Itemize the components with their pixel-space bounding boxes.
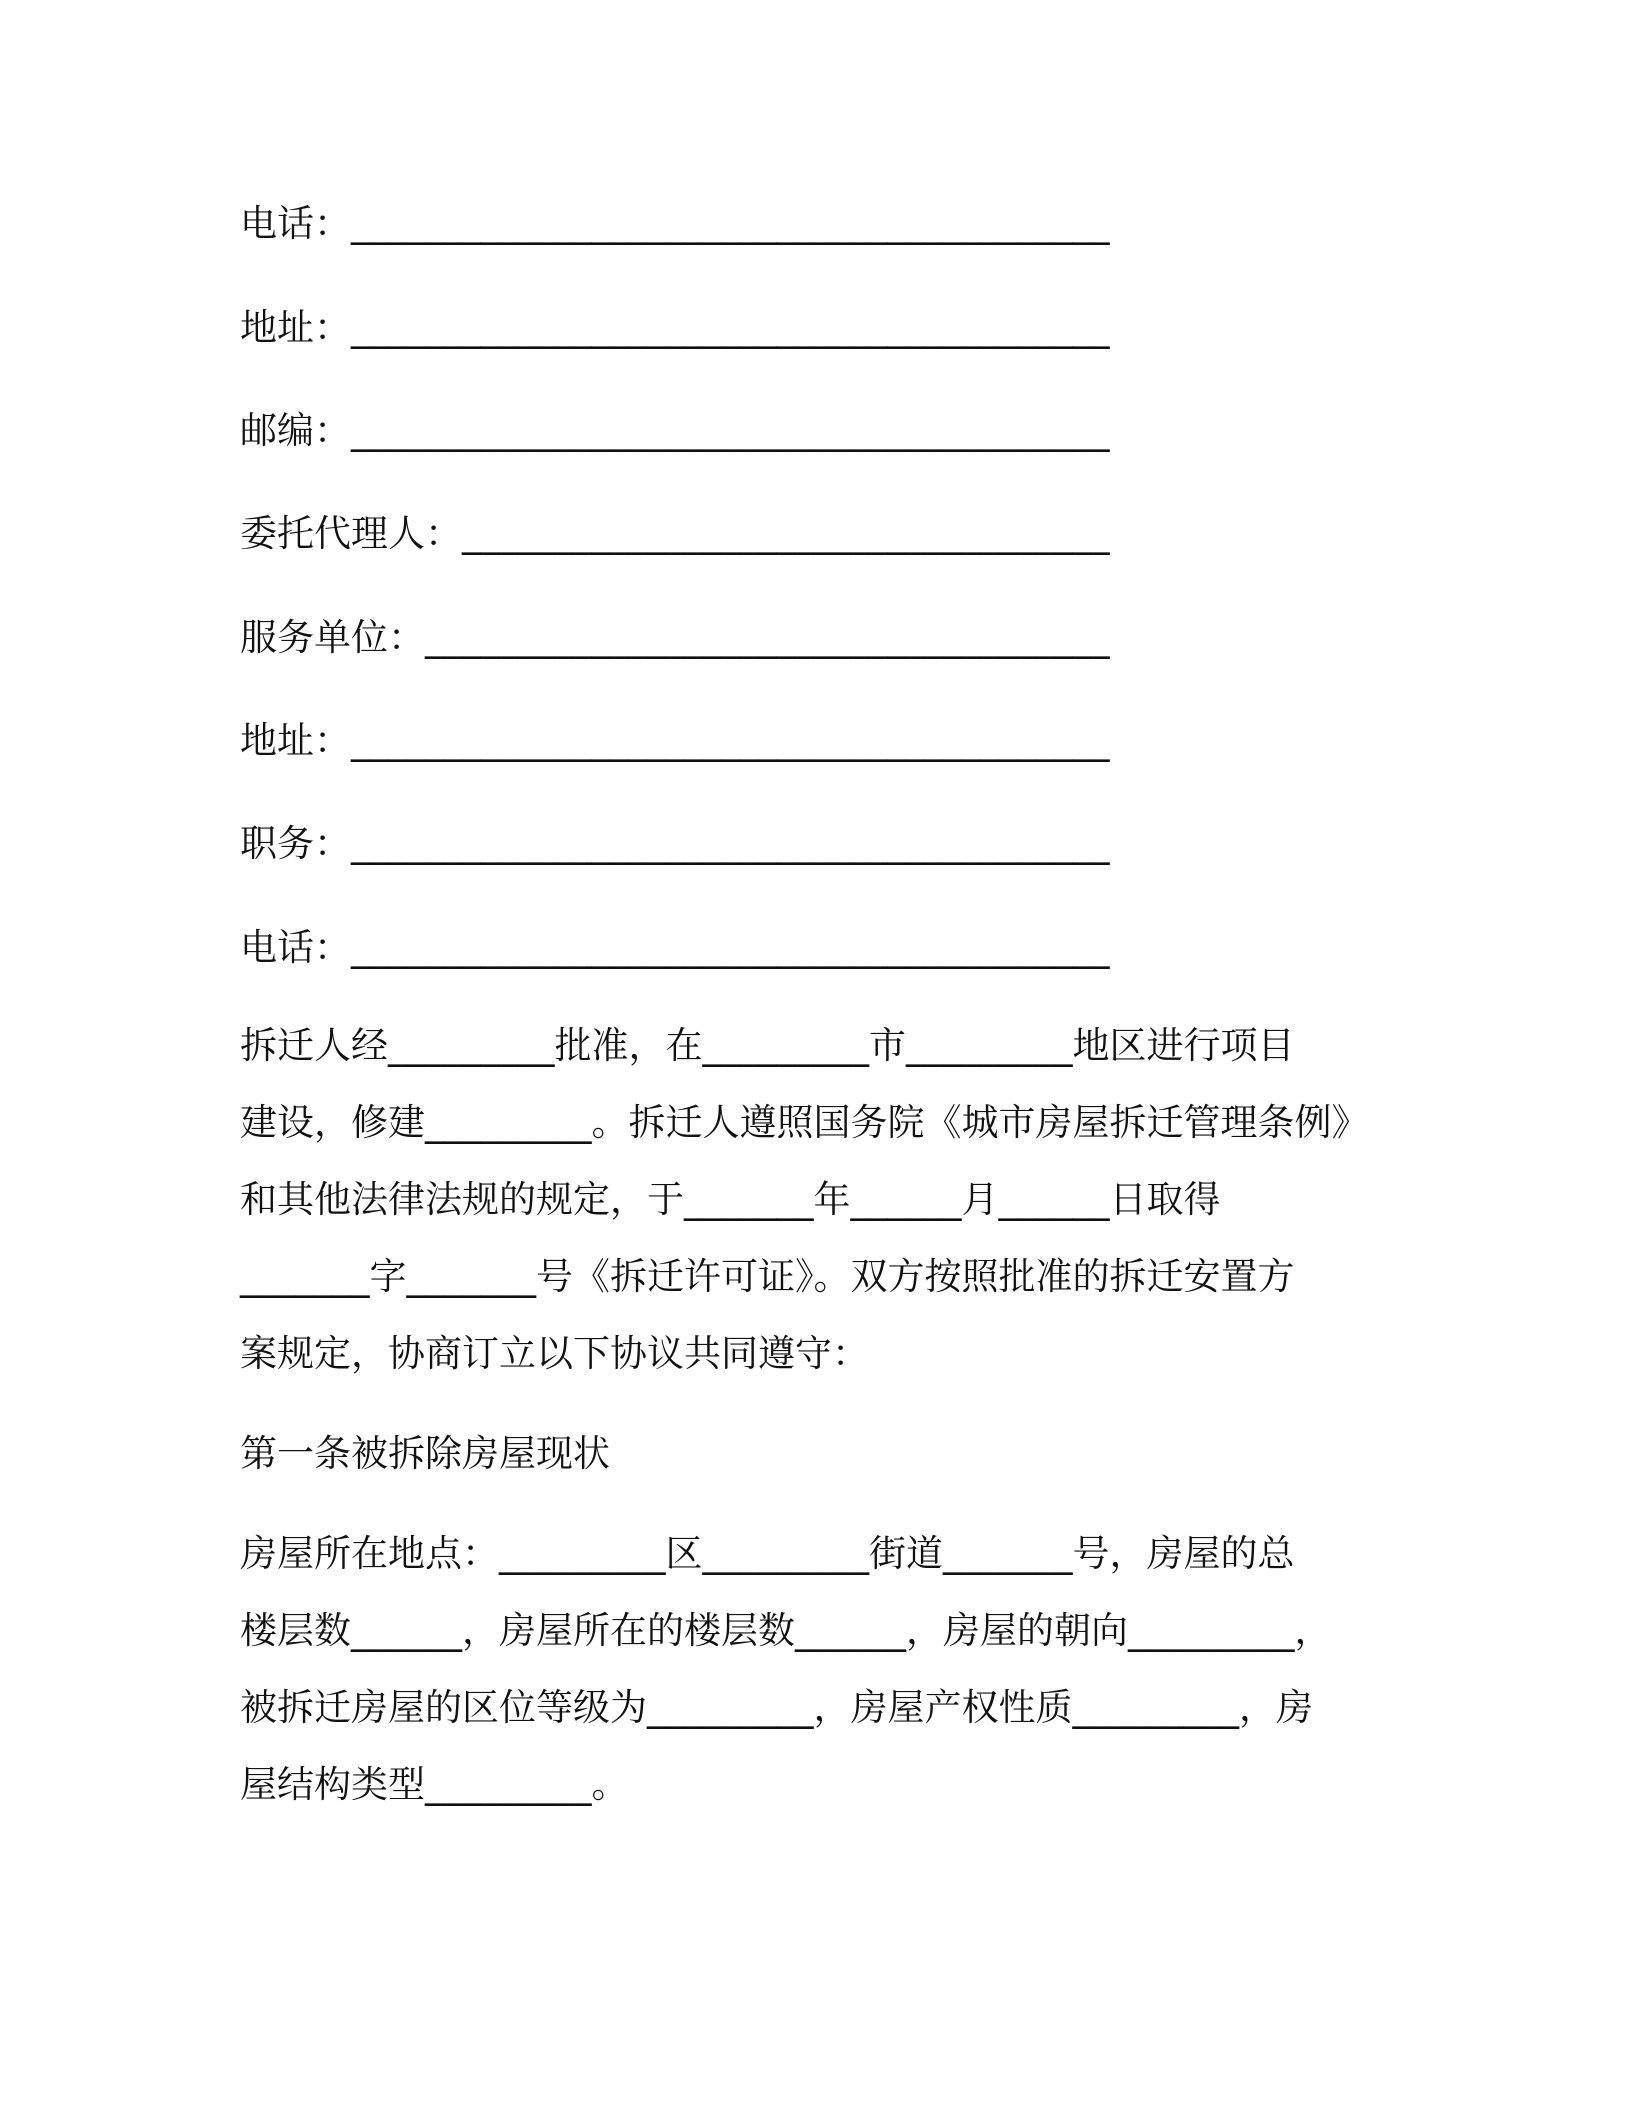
article-1-line: 屋结构类型_________。 — [240, 1763, 629, 1806]
article-1-line: 房屋所在地点：_________区_________街道_______号，房屋的总 — [240, 1532, 1295, 1575]
agent-field: 委托代理人：___________________________________ — [240, 512, 1110, 555]
article-1-line: 楼层数______，房屋所在的楼层数______，房屋的朝向_________， — [240, 1609, 1332, 1652]
article-1-line: 被拆迁房屋的区位等级为_________，房屋产权性质_________，房 — [240, 1686, 1313, 1729]
preamble-line: 案规定，协商订立以下协议共同遵守： — [240, 1332, 869, 1375]
phone-field-2: 电话：_________________________________________ — [240, 926, 1110, 969]
position-field: 职务：_________________________________________ — [240, 822, 1110, 865]
preamble-line: _______字_______号《拆迁许可证》。双方按照批准的拆迁安置方 — [240, 1255, 1295, 1298]
employer-field: 服务单位：_____________________________________ — [240, 616, 1110, 659]
preamble-paragraph — [240, 1007, 1390, 1392]
phone-field-1: 电话：_________________________________________ — [240, 202, 1110, 245]
article-1-heading: 第一条被拆除房屋现状 — [240, 1432, 610, 1475]
address-field-2: 地址：_________________________________________ — [240, 719, 1110, 762]
postcode-field: 邮编：_________________________________________ — [240, 409, 1110, 452]
article-1-paragraph — [240, 1515, 1390, 1823]
address-field-1: 地址：_________________________________________ — [240, 306, 1110, 349]
preamble-line: 和其他法律法规的规定，于_______年______月______日取得 — [240, 1178, 1221, 1221]
preamble-line: 拆迁人经_________批准，在_________市_________地区进行项目 — [240, 1024, 1295, 1067]
preamble-line: 建设，修建_________。拆迁人遵照国务院《城市房屋拆迁管理条例》 — [240, 1101, 1369, 1144]
